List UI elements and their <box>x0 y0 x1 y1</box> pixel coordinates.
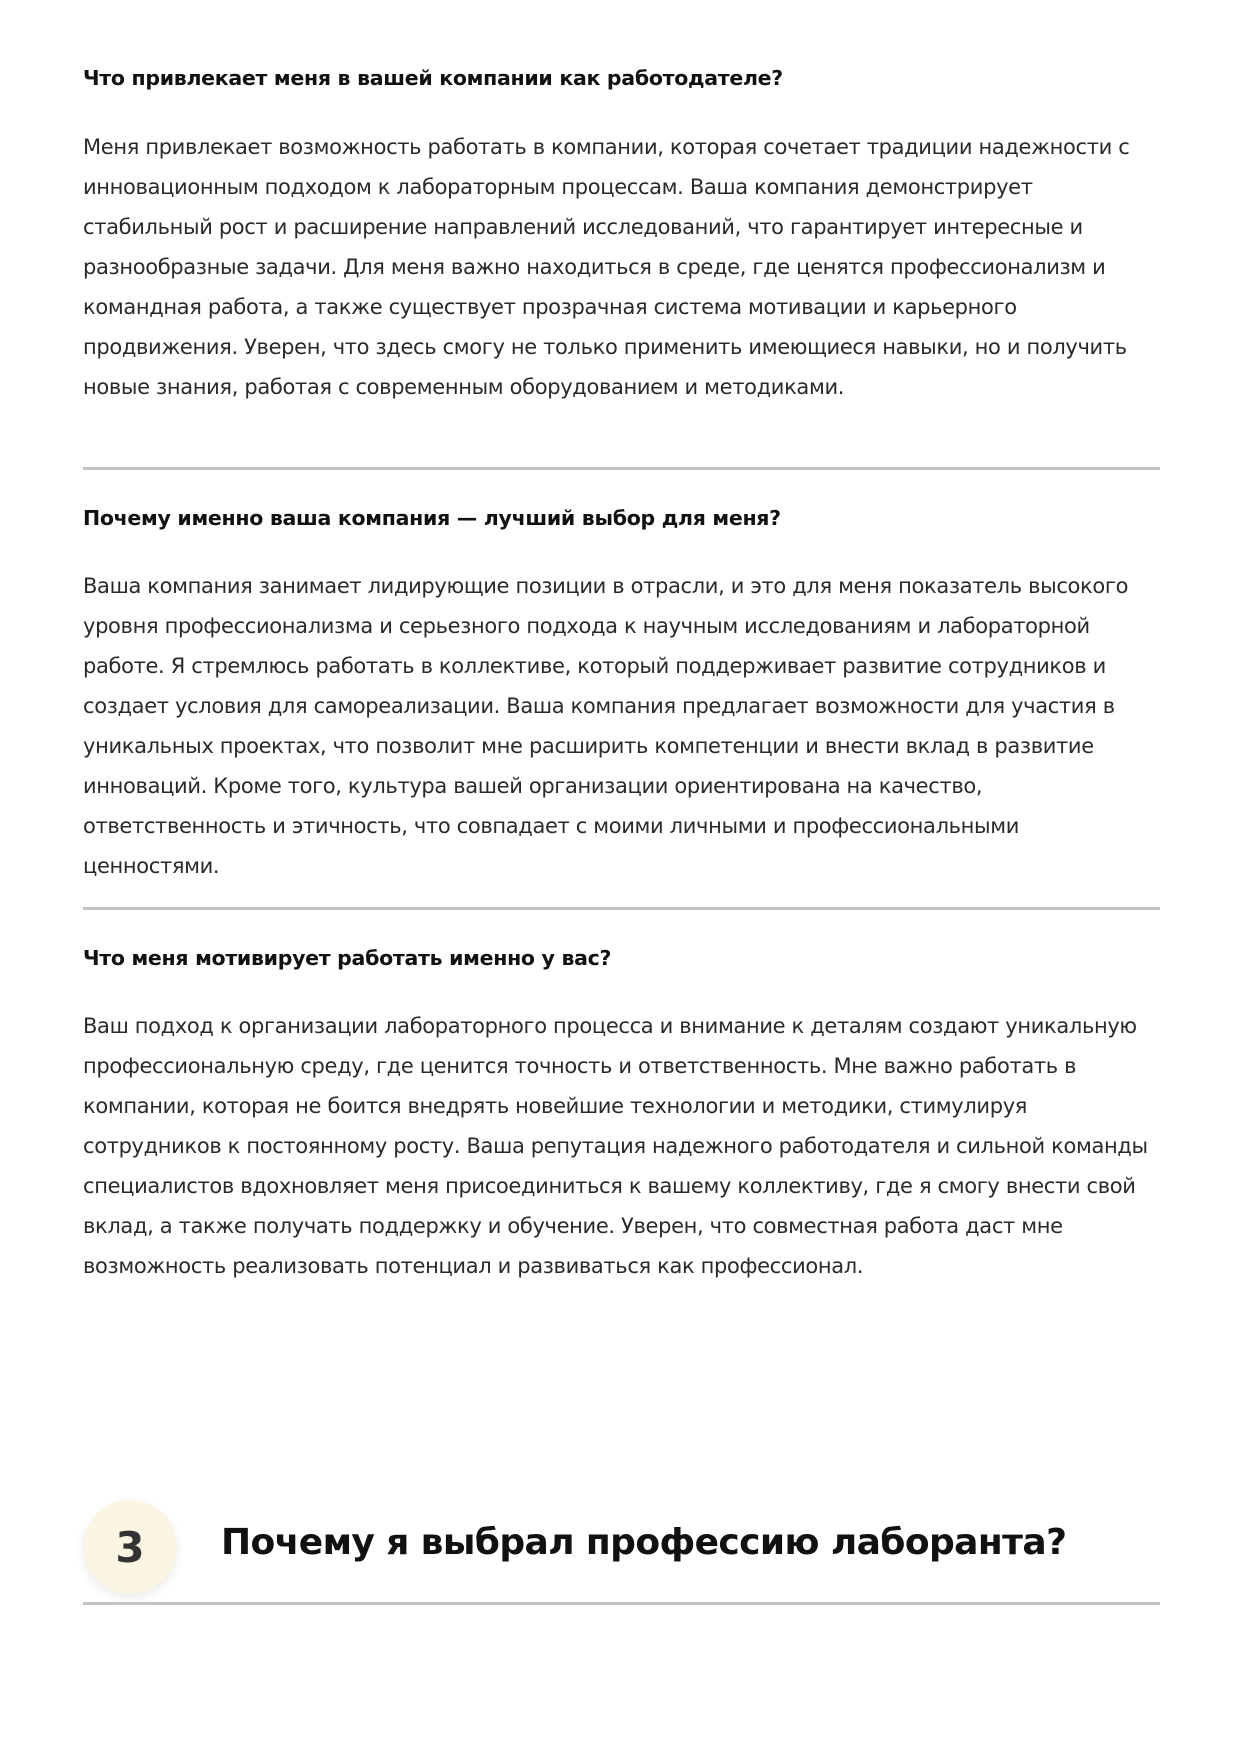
section-divider <box>83 467 1160 470</box>
question-heading: Что меня мотивирует работать именно у вас? <box>83 946 612 970</box>
section-divider <box>83 1602 1160 1605</box>
section-number-badge: 3 <box>83 1500 177 1594</box>
answer-paragraph: Ваша компания занимает лидирующие позиции в отрасли, и это для меня показатель высокого уровня профессионализма и серьезного подхода к научным исследованиям и лабораторной работе. Я стремлюсь работать в коллективе, который поддерживает развитие сотрудников и создает условия для самореализации. Ваша компания предлагает возможности для участия в уникальных проектах, что позволит мне расширить компетенции и внести вклад в развитие инноваций. Кроме того, культура вашей организации ориентирована на качество, ответственность и этичность, что совпадает с моими личными и профессиональными ценностями. <box>83 574 1129 878</box>
question-heading: Почему именно ваша компания — лучший выбор для меня? <box>83 506 781 530</box>
answer-paragraph: Меня привлекает возможность работать в компании, которая сочетает традиции надежности с инновационным подходом к лабораторным процессам. Ваша компания демонстрирует стабильный рост и расширение направлений исследований, что гарантирует интересные и разнообразные задачи. Для меня важно находиться в среде, где ценятся профессионализм и командная работа, а также существует прозрачная система мотивации и карьерного продвижения. Уверен, что здесь смогу не только применить имеющиеся навыки, но и получить новые знания, работая с современным оборудованием и методиками. <box>83 135 1130 399</box>
section-divider <box>83 907 1160 910</box>
answer-paragraph: Ваш подход к организации лабораторного процесса и внимание к деталям создают уникальную профессиональную среду, где ценится точность и ответственность. Мне важно работать в компании, которая не боится внедрять новейшие технологии и методики, стимулируя сотрудников к постоянному росту. Ваша репутация надежного работодателя и сильной команды специалистов вдохновляет меня присоединиться к вашему коллективу, где я смогу внести свой вклад, а также получать поддержку и обучение. Уверен, что совместная работа даст мне возможность реализовать потенциал и развиваться как профессионал. <box>83 1014 1148 1278</box>
section-header <box>83 1500 1160 1604</box>
section-title: Почему я выбрал профессию лаборанта? <box>221 1522 1067 1563</box>
question-heading: Что привлекает меня в вашей компании как работодателе? <box>83 66 783 90</box>
